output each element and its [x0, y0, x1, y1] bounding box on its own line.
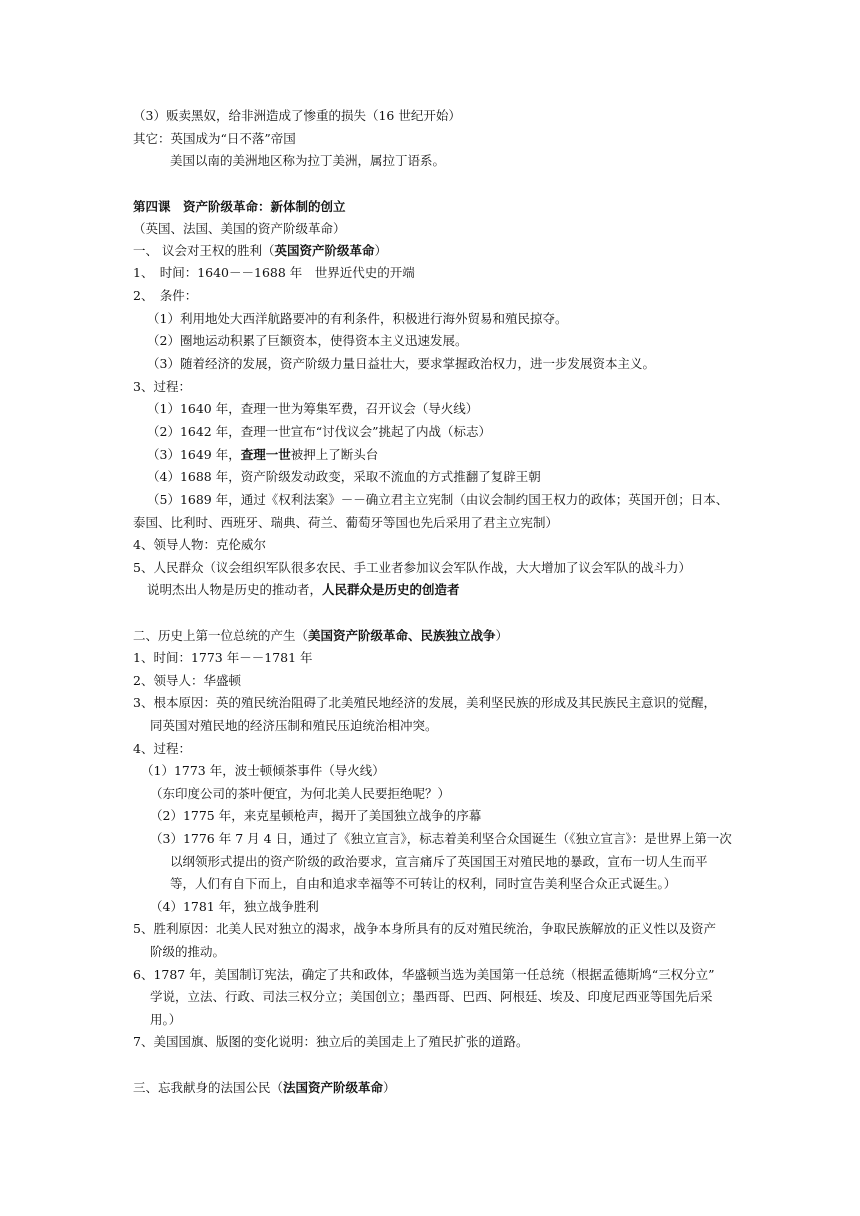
heading-emphasis: 英国资产阶级革命 — [274, 243, 375, 258]
text-line — [147, 446, 378, 464]
text-line: （3）1776 年 7 月 4 日，通过了《独立宣言》，标志着美利坚合众国诞生（《独立宣言》：是世界上第一次 — [150, 831, 732, 846]
text-line: 5、胜利原因：北美人民对独立的渴求，战争本身所具有的反对殖民统治，争取民族解放的正义性以及资产 — [133, 921, 716, 936]
text-line: 美国以南的美洲地区称为拉丁美洲，属拉丁语系。 — [170, 153, 446, 168]
text-line: 泰国、比利时、西班牙、瑞典、荷兰、葡萄牙等国也先后采用了君主立宪制） — [133, 515, 559, 530]
heading-emphasis: 美国资产阶级革命、民族独立战争 — [308, 628, 496, 643]
text-line: （5）1689 年，通过《权利法案》－－确立君主立宪制（由议会制约国王权力的政体；英国开创；日本、 — [147, 492, 729, 507]
text-line: 2、 条件： — [133, 288, 198, 303]
text-line: 4、领导人物：克伦威尔 — [133, 537, 266, 552]
heading-text: 二、历史上第一位总统的产生（ — [133, 628, 309, 643]
text-run: （3）1649 年， — [147, 447, 241, 462]
text-line: 2、领导人：华盛顿 — [133, 673, 241, 688]
text-line: （3）随着经济的发展，资产阶级力量日益壮大，要求掌握政治权力，进一步发展资本主义。 — [147, 356, 655, 371]
text-line: （1）1640 年，查理一世为筹集军费，召开议会（导火线） — [147, 401, 479, 416]
section-heading — [133, 627, 508, 645]
text-run: 说明杰出人物是历史的推动者， — [147, 582, 323, 597]
text-line: 等，人们有自下而上，自由和追求幸福等不可转让的权利，同时宣告美利坚合众正式诞生。） — [170, 876, 677, 891]
text-line: 3、过程： — [133, 379, 191, 394]
heading-text: 三、忘我献身的法国公民（ — [133, 1080, 284, 1095]
text-line: 用。） — [150, 1012, 182, 1027]
text-line: （4）1781 年，独立战争胜利 — [150, 899, 319, 914]
text-line: （2）1775 年，来克星顿枪声，揭开了美国独立战争的序幕 — [150, 808, 482, 823]
text-line: 1、时间：1773 年－－1781 年 — [133, 650, 313, 665]
text-line: 7、美国国旗、版图的变化说明：独立后的美国走上了殖民扩张的道路。 — [133, 1034, 529, 1049]
text-line: （东印度公司的茶叶便宜，为何北美人民要拒绝呢？） — [150, 786, 451, 801]
text-line: 阶级的推动。 — [150, 944, 226, 959]
text-line: 3、根本原因：英的殖民统治阻碍了北美殖民地经济的发展，美利坚民族的形成及其民族民主意识的觉醒， — [133, 695, 716, 710]
text-line: （2）圈地运动积累了巨额资本，使得资本主义迅速发展。 — [147, 333, 468, 348]
text-line: （1）利用地处大西洋航路要冲的有利条件，积极进行海外贸易和殖民掠夺。 — [147, 311, 568, 326]
text-line: （4）1688 年，资产阶级发动政变，采取不流血的方式推翻了复辟王朝 — [147, 469, 541, 484]
text-line: 其它：英国成为“日不落”帝国 — [133, 131, 296, 146]
text-line: 以纲领形式提出的资产阶级的政治要求，宣言痛斥了英国国王对殖民地的暴政，宣布一切人生而平 — [170, 854, 708, 869]
text-emphasis: 查理一世 — [240, 447, 291, 462]
text-line: 1、 时间：1640－－1688 年 世界近代史的开端 — [133, 265, 415, 280]
lesson-title: 第四课 资产阶级革命：新体制的创立 — [133, 199, 346, 214]
heading-text: ） — [383, 1080, 396, 1095]
text-line: 4、过程： — [133, 741, 191, 756]
section-heading — [133, 242, 387, 260]
text-line: 同英国对殖民地的经济压制和殖民压迫统治相冲突。 — [150, 718, 438, 733]
text-line: （1）1773 年，波士顿倾茶事件（导火线） — [141, 763, 385, 778]
text-line: 6、1787 年，美国制订宪法，确定了共和政体，华盛顿当选为美国第一任总统（根据孟德斯鸠“三权分立” — [133, 967, 715, 982]
heading-text: ） — [495, 628, 509, 643]
heading-text: ） — [374, 243, 388, 258]
heading-emphasis: 法国资产阶级革命 — [283, 1080, 384, 1095]
heading-text: 一、 议会对王权的胜利（ — [133, 243, 275, 258]
section-heading — [133, 1079, 396, 1097]
text-emphasis: 人民群众是历史的创造者 — [322, 582, 460, 597]
text-line: （2）1642 年，查理一世宣布“讨伐议会”挑起了内战（标志） — [147, 424, 492, 439]
text-line: 学说，立法、行政、司法三权分立；美国创立；墨西哥、巴西、阿根廷、埃及、印度尼西亚等国先后采 — [150, 989, 713, 1004]
text-line: （3）贩卖黑奴，给非洲造成了惨重的损失（16 世纪开始） — [133, 108, 461, 123]
text-run: 被押上了断头台 — [290, 447, 379, 462]
lesson-subtitle: （英国、法国、美国的资产阶级革命） — [133, 221, 346, 236]
text-line — [147, 581, 460, 599]
text-line: 5、人民群众（议会组织军队很多农民、手工业者参加议会军队作战，大大增加了议会军队的战斗力） — [133, 560, 691, 575]
